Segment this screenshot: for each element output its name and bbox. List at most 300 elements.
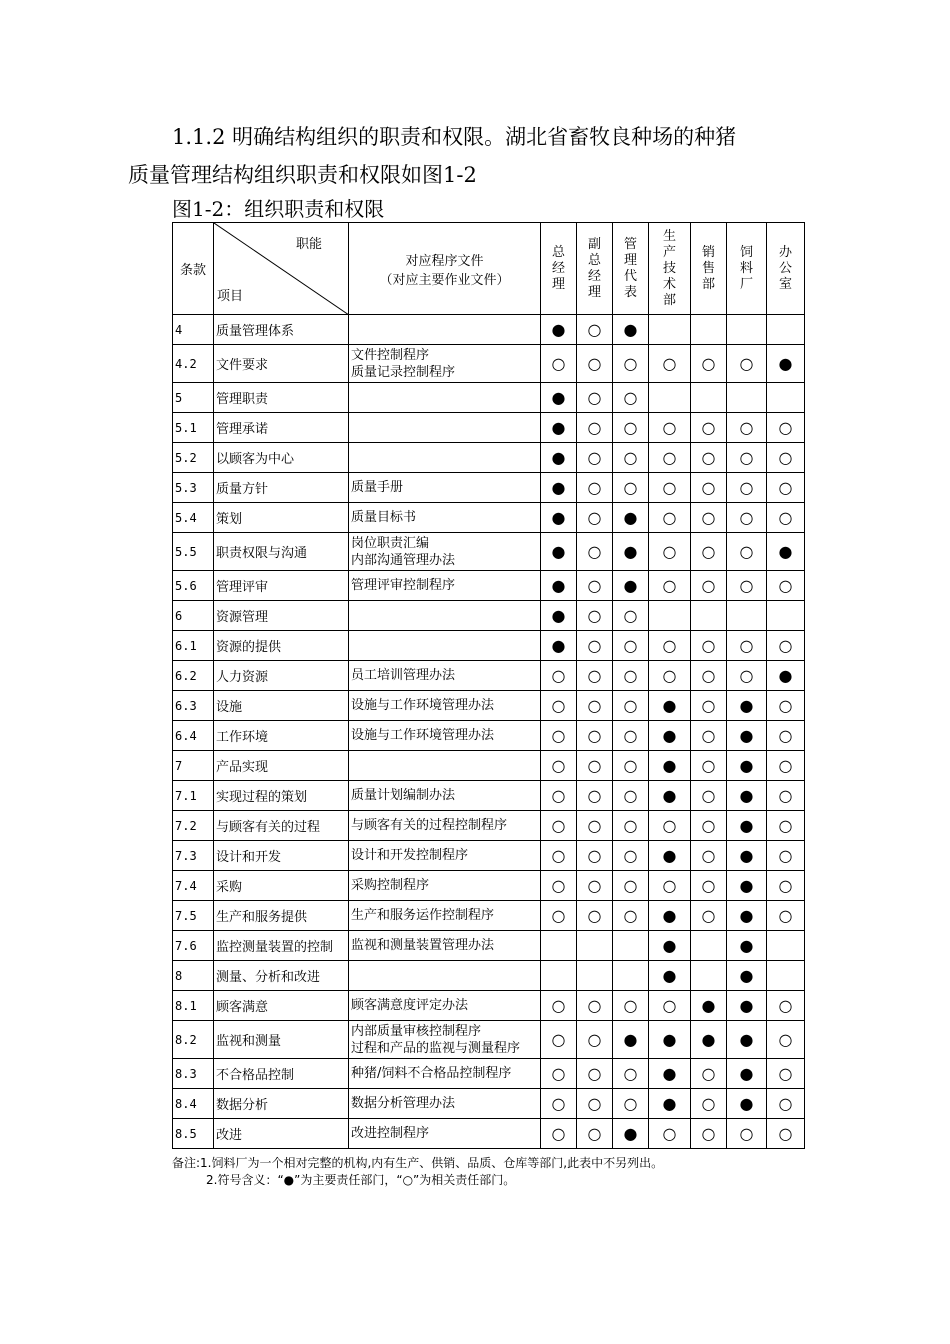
related-responsibility-mark: ○ xyxy=(767,811,805,841)
related-responsibility-mark: ○ xyxy=(577,631,613,661)
doc-line: 管理评审控制程序 xyxy=(351,578,456,593)
table-row xyxy=(173,345,805,383)
table-row xyxy=(173,503,805,533)
table-row xyxy=(173,721,805,751)
table-row xyxy=(173,601,805,631)
related-responsibility-mark: ○ xyxy=(767,503,805,533)
doc-line: 过程和产品的监视与测量程序 xyxy=(351,1040,521,1056)
related-responsibility-mark: ○ xyxy=(577,751,613,781)
doc-line: 改进控制程序 xyxy=(351,1126,430,1141)
clause-cell: 6 xyxy=(173,601,214,631)
related-responsibility-mark: ○ xyxy=(767,781,805,811)
related-responsibility-mark: ○ xyxy=(613,631,649,661)
doc-cell xyxy=(349,1089,541,1119)
doc-line: 监视和测量装置管理办法 xyxy=(351,938,495,953)
related-responsibility-mark: ○ xyxy=(577,413,613,443)
primary-responsibility-mark: ● xyxy=(727,841,767,871)
primary-responsibility-mark: ● xyxy=(727,1021,767,1059)
primary-responsibility-mark: ● xyxy=(541,503,577,533)
primary-responsibility-mark: ● xyxy=(613,315,649,345)
empty-cell xyxy=(649,315,691,345)
related-responsibility-mark: ○ xyxy=(541,1021,577,1059)
related-responsibility-mark: ○ xyxy=(613,901,649,931)
item-cell: 顾客满意 xyxy=(214,991,349,1021)
table-row xyxy=(173,901,805,931)
empty-cell xyxy=(767,383,805,413)
related-responsibility-mark: ○ xyxy=(649,503,691,533)
item-cell: 职责权限与沟通 xyxy=(214,533,349,571)
empty-cell xyxy=(541,961,577,991)
related-responsibility-mark: ○ xyxy=(649,871,691,901)
primary-responsibility-mark: ● xyxy=(649,961,691,991)
related-responsibility-mark: ○ xyxy=(767,413,805,443)
item-cell: 生产和服务提供 xyxy=(214,901,349,931)
related-responsibility-mark: ○ xyxy=(767,1021,805,1059)
related-responsibility-mark: ○ xyxy=(541,991,577,1021)
item-cell: 以顾客为中心 xyxy=(214,443,349,473)
related-responsibility-mark: ○ xyxy=(649,533,691,571)
table-row xyxy=(173,473,805,503)
clause-cell: 6.3 xyxy=(173,691,214,721)
related-responsibility-mark: ○ xyxy=(767,991,805,1021)
item-cell: 资源管理 xyxy=(214,601,349,631)
related-responsibility-mark: ○ xyxy=(691,1059,727,1089)
item-cell: 工作环境 xyxy=(214,721,349,751)
figure-caption: 图1-2：组织职责和权限 xyxy=(172,197,385,221)
related-responsibility-mark: ○ xyxy=(767,631,805,661)
related-responsibility-mark: ○ xyxy=(691,751,727,781)
clause-cell: 5.6 xyxy=(173,571,214,601)
related-responsibility-mark: ○ xyxy=(767,901,805,931)
related-responsibility-mark: ○ xyxy=(541,691,577,721)
primary-responsibility-mark: ● xyxy=(613,1021,649,1059)
related-responsibility-mark: ○ xyxy=(577,571,613,601)
primary-responsibility-mark: ● xyxy=(649,931,691,961)
doc-line: 质量目标书 xyxy=(351,510,417,525)
doc-cell xyxy=(349,871,541,901)
related-responsibility-mark: ○ xyxy=(613,601,649,631)
related-responsibility-mark: ○ xyxy=(691,533,727,571)
clause-cell: 5.3 xyxy=(173,473,214,503)
related-responsibility-mark: ○ xyxy=(767,721,805,751)
related-responsibility-mark: ○ xyxy=(691,345,727,383)
related-responsibility-mark: ○ xyxy=(577,691,613,721)
function-label: 职能 xyxy=(295,237,322,252)
item-cell: 策划 xyxy=(214,503,349,533)
related-responsibility-mark: ○ xyxy=(541,811,577,841)
related-responsibility-mark: ○ xyxy=(767,751,805,781)
doc-header xyxy=(349,223,541,315)
related-responsibility-mark: ○ xyxy=(577,721,613,751)
empty-cell xyxy=(691,601,727,631)
clause-cell: 5.4 xyxy=(173,503,214,533)
primary-responsibility-mark: ● xyxy=(541,383,577,413)
related-responsibility-mark: ○ xyxy=(577,383,613,413)
related-responsibility-mark: ○ xyxy=(577,315,613,345)
doc-cell xyxy=(349,1059,541,1089)
dept-header-general-manager: 总经理 xyxy=(541,223,577,315)
empty-cell xyxy=(649,601,691,631)
related-responsibility-mark: ○ xyxy=(613,661,649,691)
footnote-line-1: 备注:1.饲料厂为一个相对完整的机构,内有生产、供销、品质、仓库等部门,此表中不另列出。 xyxy=(172,1156,664,1170)
primary-responsibility-mark: ● xyxy=(649,1059,691,1089)
primary-responsibility-mark: ● xyxy=(727,781,767,811)
empty-cell xyxy=(691,315,727,345)
related-responsibility-mark: ○ xyxy=(577,345,613,383)
table-row xyxy=(173,383,805,413)
related-responsibility-mark: ○ xyxy=(767,571,805,601)
primary-responsibility-mark: ● xyxy=(727,901,767,931)
item-cell: 人力资源 xyxy=(214,661,349,691)
clause-cell: 8.5 xyxy=(173,1119,214,1149)
dept-header-sales: 销售部 xyxy=(691,223,727,315)
primary-responsibility-mark: ● xyxy=(541,413,577,443)
empty-cell xyxy=(767,315,805,345)
clause-cell: 6.2 xyxy=(173,661,214,691)
empty-cell xyxy=(577,961,613,991)
primary-responsibility-mark: ● xyxy=(613,571,649,601)
doc-cell xyxy=(349,991,541,1021)
related-responsibility-mark: ○ xyxy=(727,631,767,661)
related-responsibility-mark: ○ xyxy=(767,691,805,721)
clause-cell: 7.1 xyxy=(173,781,214,811)
doc-cell xyxy=(349,473,541,503)
related-responsibility-mark: ○ xyxy=(577,503,613,533)
doc-cell xyxy=(349,631,541,661)
related-responsibility-mark: ○ xyxy=(727,571,767,601)
primary-responsibility-mark: ● xyxy=(727,751,767,781)
primary-responsibility-mark: ● xyxy=(727,721,767,751)
related-responsibility-mark: ○ xyxy=(691,901,727,931)
related-responsibility-mark: ○ xyxy=(727,413,767,443)
clause-cell: 5.5 xyxy=(173,533,214,571)
clause-cell: 7.4 xyxy=(173,871,214,901)
related-responsibility-mark: ○ xyxy=(577,1089,613,1119)
item-cell: 数据分析 xyxy=(214,1089,349,1119)
related-responsibility-mark: ○ xyxy=(577,901,613,931)
dept-header-office: 办公室 xyxy=(767,223,805,315)
related-responsibility-mark: ○ xyxy=(767,841,805,871)
empty-cell xyxy=(691,383,727,413)
item-cell: 质量方针 xyxy=(214,473,349,503)
related-responsibility-mark: ○ xyxy=(541,871,577,901)
primary-responsibility-mark: ● xyxy=(767,533,805,571)
primary-responsibility-mark: ● xyxy=(727,691,767,721)
primary-responsibility-mark: ● xyxy=(727,871,767,901)
clause-cell: 7.5 xyxy=(173,901,214,931)
related-responsibility-mark: ○ xyxy=(691,503,727,533)
empty-cell xyxy=(767,601,805,631)
dept-header-deputy-manager: 副总经理 xyxy=(577,223,613,315)
doc-cell xyxy=(349,781,541,811)
table-row xyxy=(173,781,805,811)
table-row xyxy=(173,871,805,901)
doc-line: 文件控制程序 xyxy=(351,347,430,363)
related-responsibility-mark: ○ xyxy=(613,473,649,503)
related-responsibility-mark: ○ xyxy=(649,345,691,383)
clause-cell: 8.3 xyxy=(173,1059,214,1089)
doc-cell xyxy=(349,345,541,383)
doc-cell xyxy=(349,721,541,751)
related-responsibility-mark: ○ xyxy=(767,1089,805,1119)
related-responsibility-mark: ○ xyxy=(613,1059,649,1089)
related-responsibility-mark: ○ xyxy=(691,1089,727,1119)
related-responsibility-mark: ○ xyxy=(541,751,577,781)
related-responsibility-mark: ○ xyxy=(613,345,649,383)
doc-cell xyxy=(349,691,541,721)
doc-line: 质量记录控制程序 xyxy=(351,364,456,380)
table-row xyxy=(173,1089,805,1119)
related-responsibility-mark: ○ xyxy=(691,661,727,691)
related-responsibility-mark: ○ xyxy=(613,991,649,1021)
primary-responsibility-mark: ● xyxy=(649,751,691,781)
doc-line: 与顾客有关的过程控制程序 xyxy=(351,818,508,833)
doc-line: 内部沟通管理办法 xyxy=(351,552,456,568)
related-responsibility-mark: ○ xyxy=(691,443,727,473)
related-responsibility-mark: ○ xyxy=(691,1119,727,1149)
related-responsibility-mark: ○ xyxy=(613,443,649,473)
footnote xyxy=(172,1155,663,1189)
item-cell: 设计和开发 xyxy=(214,841,349,871)
empty-cell xyxy=(649,383,691,413)
item-cell: 改进 xyxy=(214,1119,349,1149)
clause-cell: 5.2 xyxy=(173,443,214,473)
primary-responsibility-mark: ● xyxy=(541,315,577,345)
related-responsibility-mark: ○ xyxy=(577,1119,613,1149)
table-row xyxy=(173,571,805,601)
doc-cell xyxy=(349,901,541,931)
table-row xyxy=(173,811,805,841)
doc-header-line-2: （对应主要作业文件） xyxy=(379,272,510,288)
doc-line: 质量计划编制办法 xyxy=(351,788,456,803)
table-row xyxy=(173,961,805,991)
related-responsibility-mark: ○ xyxy=(613,691,649,721)
related-responsibility-mark: ○ xyxy=(691,871,727,901)
item-cell: 监控测量装置的控制 xyxy=(214,931,349,961)
item-cell: 设施 xyxy=(214,691,349,721)
doc-cell xyxy=(349,1021,541,1059)
primary-responsibility-mark: ● xyxy=(691,1021,727,1059)
primary-responsibility-mark: ● xyxy=(727,931,767,961)
doc-line: 设计和开发控制程序 xyxy=(351,848,469,863)
primary-responsibility-mark: ● xyxy=(649,1089,691,1119)
related-responsibility-mark: ○ xyxy=(691,841,727,871)
related-responsibility-mark: ○ xyxy=(613,751,649,781)
clause-cell: 6.4 xyxy=(173,721,214,751)
primary-responsibility-mark: ● xyxy=(649,1021,691,1059)
primary-responsibility-mark: ● xyxy=(649,781,691,811)
related-responsibility-mark: ○ xyxy=(613,383,649,413)
dept-header-feed-mill: 饲料厂 xyxy=(727,223,767,315)
primary-responsibility-mark: ● xyxy=(727,991,767,1021)
related-responsibility-mark: ○ xyxy=(541,345,577,383)
related-responsibility-mark: ○ xyxy=(649,811,691,841)
clause-cell: 7.3 xyxy=(173,841,214,871)
related-responsibility-mark: ○ xyxy=(577,473,613,503)
table-row xyxy=(173,1021,805,1059)
related-responsibility-mark: ○ xyxy=(613,721,649,751)
item-cell: 不合格品控制 xyxy=(214,1059,349,1089)
item-cell: 测量、分析和改进 xyxy=(214,961,349,991)
footnote-line-2: 2.符号含义：“●”为主要责任部门，“○”为相关责任部门。 xyxy=(206,1173,516,1187)
item-cell: 质量管理体系 xyxy=(214,315,349,345)
related-responsibility-mark: ○ xyxy=(613,811,649,841)
clause-cell: 4.2 xyxy=(173,345,214,383)
clause-cell: 7.2 xyxy=(173,811,214,841)
item-cell: 产品实现 xyxy=(214,751,349,781)
doc-line: 种猪/饲料不合格品控制程序 xyxy=(351,1066,512,1081)
primary-responsibility-mark: ● xyxy=(691,991,727,1021)
table-row xyxy=(173,991,805,1021)
clause-cell: 4 xyxy=(173,315,214,345)
doc-line: 顾客满意度评定办法 xyxy=(351,998,469,1013)
empty-cell xyxy=(767,931,805,961)
doc-line: 设施与工作环境管理办法 xyxy=(351,698,495,713)
table-row xyxy=(173,315,805,345)
related-responsibility-mark: ○ xyxy=(649,473,691,503)
clause-cell: 8 xyxy=(173,961,214,991)
clause-cell: 8.4 xyxy=(173,1089,214,1119)
intro-line-1: 1.1.2 明确结构组织的职责和权限。湖北省畜牧良种场的种猪 xyxy=(172,125,737,149)
related-responsibility-mark: ○ xyxy=(541,901,577,931)
clause-cell: 5.1 xyxy=(173,413,214,443)
related-responsibility-mark: ○ xyxy=(767,443,805,473)
table-row xyxy=(173,841,805,871)
primary-responsibility-mark: ● xyxy=(727,1059,767,1089)
doc-cell xyxy=(349,315,541,345)
related-responsibility-mark: ○ xyxy=(691,811,727,841)
related-responsibility-mark: ○ xyxy=(691,691,727,721)
related-responsibility-mark: ○ xyxy=(577,1059,613,1089)
primary-responsibility-mark: ● xyxy=(541,473,577,503)
related-responsibility-mark: ○ xyxy=(577,841,613,871)
table-row xyxy=(173,443,805,473)
intro-paragraph xyxy=(128,118,828,194)
related-responsibility-mark: ○ xyxy=(613,781,649,811)
doc-line: 员工培训管理办法 xyxy=(351,668,456,683)
empty-cell xyxy=(577,931,613,961)
clause-header: 条款 xyxy=(173,223,214,315)
doc-line: 设施与工作环境管理办法 xyxy=(351,728,495,743)
doc-cell xyxy=(349,413,541,443)
primary-responsibility-mark: ● xyxy=(767,345,805,383)
related-responsibility-mark: ○ xyxy=(767,871,805,901)
table-row xyxy=(173,691,805,721)
empty-cell xyxy=(691,961,727,991)
doc-line: 内部质量审核控制程序 xyxy=(351,1023,482,1039)
doc-cell xyxy=(349,841,541,871)
doc-cell xyxy=(349,533,541,571)
doc-cell xyxy=(349,443,541,473)
empty-cell xyxy=(767,961,805,991)
related-responsibility-mark: ○ xyxy=(541,1119,577,1149)
table-row xyxy=(173,631,805,661)
empty-cell xyxy=(691,931,727,961)
related-responsibility-mark: ○ xyxy=(727,443,767,473)
empty-cell xyxy=(727,383,767,413)
empty-cell xyxy=(613,961,649,991)
item-cell: 管理评审 xyxy=(214,571,349,601)
primary-responsibility-mark: ● xyxy=(649,691,691,721)
related-responsibility-mark: ○ xyxy=(577,533,613,571)
doc-cell xyxy=(349,751,541,781)
related-responsibility-mark: ○ xyxy=(613,841,649,871)
related-responsibility-mark: ○ xyxy=(691,721,727,751)
item-cell: 监视和测量 xyxy=(214,1021,349,1059)
empty-cell xyxy=(541,931,577,961)
related-responsibility-mark: ○ xyxy=(649,631,691,661)
responsibility-table xyxy=(172,222,805,1149)
related-responsibility-mark: ○ xyxy=(541,721,577,751)
item-cell: 文件要求 xyxy=(214,345,349,383)
doc-header-line-1: 对应程序文件 xyxy=(405,253,484,269)
table-row xyxy=(173,533,805,571)
related-responsibility-mark: ○ xyxy=(767,473,805,503)
clause-cell: 7.6 xyxy=(173,931,214,961)
related-responsibility-mark: ○ xyxy=(577,991,613,1021)
primary-responsibility-mark: ● xyxy=(727,961,767,991)
related-responsibility-mark: ○ xyxy=(541,841,577,871)
item-cell: 管理职责 xyxy=(214,383,349,413)
table-row xyxy=(173,1059,805,1089)
related-responsibility-mark: ○ xyxy=(541,1089,577,1119)
empty-cell xyxy=(727,315,767,345)
related-responsibility-mark: ○ xyxy=(727,661,767,691)
doc-cell xyxy=(349,961,541,991)
primary-responsibility-mark: ● xyxy=(649,721,691,751)
related-responsibility-mark: ○ xyxy=(691,413,727,443)
primary-responsibility-mark: ● xyxy=(649,841,691,871)
doc-cell xyxy=(349,811,541,841)
doc-cell xyxy=(349,931,541,961)
item-cell: 采购 xyxy=(214,871,349,901)
related-responsibility-mark: ○ xyxy=(649,991,691,1021)
primary-responsibility-mark: ● xyxy=(541,631,577,661)
item-label: 项目 xyxy=(217,289,244,304)
table-row xyxy=(173,751,805,781)
table-row xyxy=(173,661,805,691)
related-responsibility-mark: ○ xyxy=(577,871,613,901)
clause-cell: 5 xyxy=(173,383,214,413)
related-responsibility-mark: ○ xyxy=(691,473,727,503)
related-responsibility-mark: ○ xyxy=(767,1059,805,1089)
primary-responsibility-mark: ● xyxy=(613,503,649,533)
related-responsibility-mark: ○ xyxy=(577,661,613,691)
dept-header-management-rep: 管理代表 xyxy=(613,223,649,315)
table-row xyxy=(173,1119,805,1149)
dept-header-production-tech: 生产技术部 xyxy=(649,223,691,315)
related-responsibility-mark: ○ xyxy=(727,503,767,533)
related-responsibility-mark: ○ xyxy=(577,811,613,841)
clause-cell: 8.1 xyxy=(173,991,214,1021)
doc-line: 质量手册 xyxy=(351,480,404,495)
clause-cell: 6.1 xyxy=(173,631,214,661)
related-responsibility-mark: ○ xyxy=(577,443,613,473)
primary-responsibility-mark: ● xyxy=(541,571,577,601)
related-responsibility-mark: ○ xyxy=(541,781,577,811)
related-responsibility-mark: ○ xyxy=(727,533,767,571)
related-responsibility-mark: ○ xyxy=(613,871,649,901)
clause-cell: 7 xyxy=(173,751,214,781)
function-item-header xyxy=(214,223,349,315)
related-responsibility-mark: ○ xyxy=(727,473,767,503)
related-responsibility-mark: ○ xyxy=(577,1021,613,1059)
primary-responsibility-mark: ● xyxy=(613,1119,649,1149)
primary-responsibility-mark: ● xyxy=(727,1089,767,1119)
table-row xyxy=(173,931,805,961)
primary-responsibility-mark: ● xyxy=(649,901,691,931)
table-row xyxy=(173,413,805,443)
